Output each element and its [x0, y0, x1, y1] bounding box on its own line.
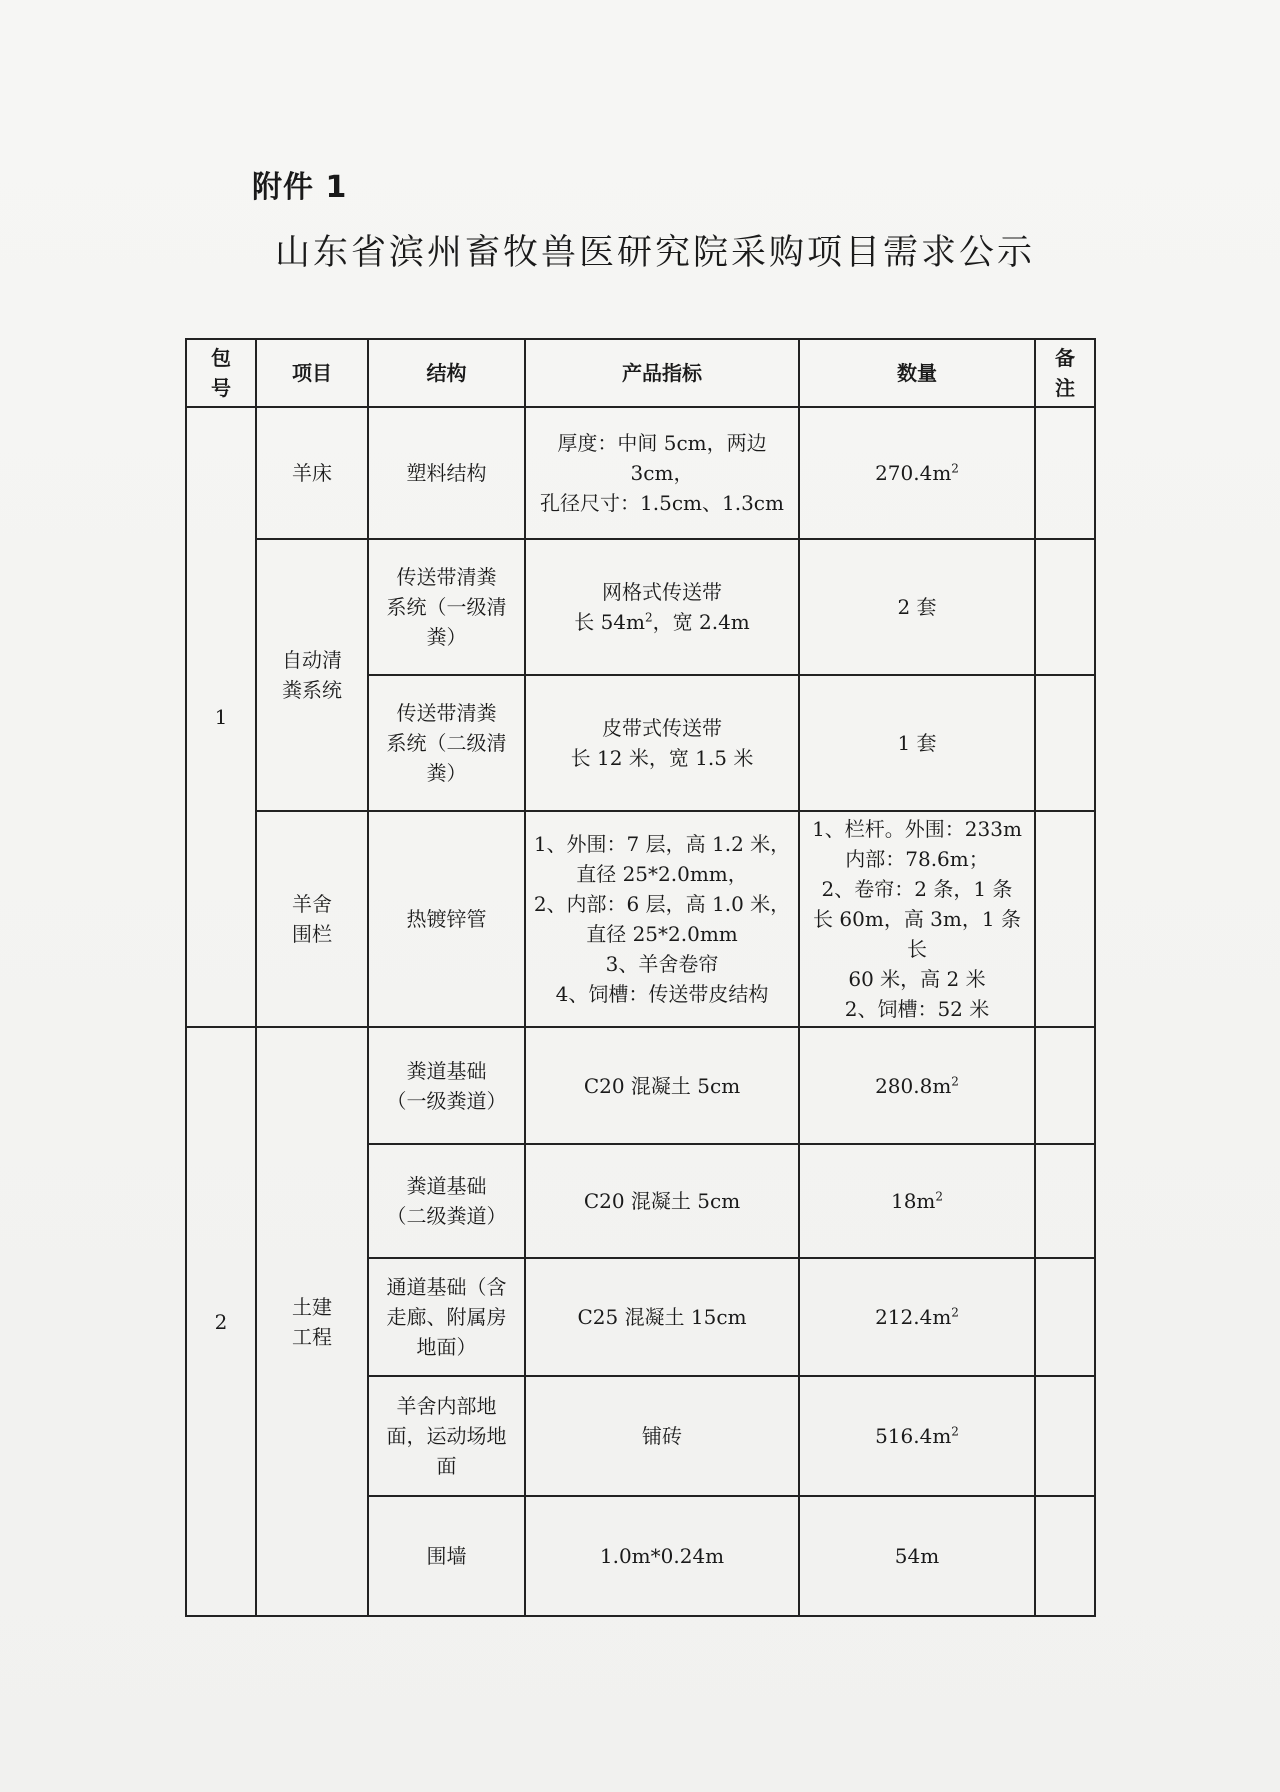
quantity-cell: 2 套 [799, 539, 1035, 675]
item-cell [256, 539, 368, 811]
structure-line: 面，运动场地 [386, 1424, 507, 1448]
header-item: 项目 [256, 339, 368, 407]
quantity-cell: 1 套 [799, 675, 1035, 811]
note-cell [1035, 1027, 1095, 1144]
structure-line: 粪） [426, 625, 467, 649]
quantity-line: 2、卷帘：2 条，1 条 [821, 877, 1013, 901]
structure-line: （二级粪道） [386, 1204, 507, 1228]
spec-line: 长 12 米，宽 1.5 米 [570, 746, 754, 770]
item-cell [256, 811, 368, 1027]
item-cell [256, 1027, 368, 1616]
note-cell [1035, 675, 1095, 811]
table-row [186, 407, 1095, 539]
quantity-value: 270.4m [875, 461, 952, 485]
quantity-value: 212.4m [875, 1305, 952, 1329]
header-note-line2: 注 [1055, 376, 1075, 400]
spec-line: 孔径尺寸：1.5cm、1.3cm [540, 491, 784, 515]
table-row [186, 1027, 1095, 1144]
header-note-line1: 备 [1055, 346, 1075, 370]
quantity-cell [799, 407, 1035, 539]
spec-line: 1、外围：7 层，高 1.2 米， [533, 832, 791, 856]
spec-line: 2、内部：6 层，高 1.0 米， [533, 892, 791, 916]
quantity-exponent: 2 [935, 1189, 944, 1204]
spec-exponent: 2 [645, 610, 653, 625]
structure-line: 传送带清粪 [396, 565, 497, 589]
spec-line: 4、饲槽：传送带皮结构 [555, 982, 769, 1006]
spec-cell: C25 混凝土 15cm [525, 1258, 799, 1376]
item-cell: 羊床 [256, 407, 368, 539]
table-row [186, 811, 1095, 1027]
structure-line: 走廊、附属房 [386, 1305, 507, 1329]
quantity-line: 60 米，高 2 米 [848, 967, 986, 991]
header-note [1035, 339, 1095, 407]
structure-cell [368, 675, 525, 811]
table-row [186, 539, 1095, 675]
structure-cell: 塑料结构 [368, 407, 525, 539]
note-cell [1035, 539, 1095, 675]
note-cell [1035, 1376, 1095, 1496]
quantity-cell [799, 1027, 1035, 1144]
attachment-label: 附件 1 [252, 170, 348, 205]
spec-cell: 铺砖 [525, 1376, 799, 1496]
item-line: 工程 [292, 1324, 332, 1349]
structure-cell: 围墙 [368, 1496, 525, 1616]
spec-line: 网格式传送带 [602, 580, 722, 604]
structure-cell [368, 1376, 525, 1496]
spec-line: 皮带式传送带 [602, 716, 722, 740]
quantity-line: 2、饲槽：52 米 [844, 997, 990, 1021]
quantity-exponent: 2 [951, 461, 959, 476]
spec-cell [525, 675, 799, 811]
structure-line: 传送带清粪 [396, 701, 497, 725]
note-cell [1035, 811, 1095, 1027]
structure-line: 面 [436, 1454, 457, 1478]
structure-cell [368, 1144, 525, 1258]
spec-line: 3、羊舍卷帘 [605, 952, 719, 976]
spec-width: ，宽 2.4m [652, 610, 750, 634]
package-number-1: 1 [186, 407, 256, 1027]
structure-line: 通道基础（含 [386, 1275, 507, 1299]
structure-line: 粪道基础 [406, 1174, 487, 1198]
note-cell [1035, 1258, 1095, 1376]
item-line: 土建 [292, 1294, 332, 1319]
item-line: 围栏 [292, 922, 332, 946]
quantity-cell [799, 1258, 1035, 1376]
structure-line: （一级粪道） [386, 1088, 507, 1113]
spec-cell [525, 539, 799, 675]
structure-line: 粪道基础 [406, 1058, 487, 1083]
header-package [186, 339, 256, 407]
quantity-cell [799, 811, 1035, 1027]
quantity-exponent: 2 [951, 1424, 959, 1439]
structure-cell: 热镀锌管 [368, 811, 525, 1027]
spec-cell: C20 混凝土 5cm [525, 1027, 799, 1144]
quantity-line: 1、栏杆。外围：233m [812, 817, 1022, 841]
procurement-table [185, 338, 1096, 1617]
header-spec: 产品指标 [525, 339, 799, 407]
structure-line: 系统（一级清 [386, 595, 507, 619]
spec-cell: C20 混凝土 5cm [525, 1144, 799, 1258]
quantity-exponent: 2 [951, 1073, 959, 1088]
quantity-value: 516.4m [875, 1424, 952, 1448]
structure-cell [368, 1258, 525, 1376]
structure-line: 地面） [416, 1335, 477, 1359]
structure-line: 粪） [426, 761, 467, 785]
item-line: 羊舍 [292, 892, 332, 916]
spec-line [530, 607, 794, 637]
quantity-cell [799, 1376, 1035, 1496]
structure-line: 羊舍内部地 [396, 1394, 497, 1418]
structure-cell [368, 1027, 525, 1144]
item-line: 自动清 [282, 648, 342, 672]
note-cell [1035, 407, 1095, 539]
quantity-cell [799, 1144, 1035, 1258]
quantity-exponent: 2 [951, 1305, 959, 1320]
header-quantity: 数量 [799, 339, 1035, 407]
note-cell [1035, 1496, 1095, 1616]
spec-length: 长 54m [574, 610, 645, 634]
package-number-2: 2 [186, 1027, 256, 1616]
page-title: 山东省滨州畜牧兽医研究院采购项目需求公示 [274, 233, 1035, 273]
item-line: 粪系统 [282, 678, 342, 702]
note-cell [1035, 1144, 1095, 1258]
quantity-value: 18m [890, 1189, 936, 1213]
spec-line: 厚度：中间 5cm，两边 3cm， [557, 431, 767, 485]
structure-cell [368, 539, 525, 675]
quantity-line: 长 60m，高 3m，1 条长 [813, 907, 1021, 961]
spec-line: 直径 25*2.0mm， [576, 862, 748, 886]
spec-cell [525, 407, 799, 539]
spec-cell: 1.0m*0.24m [525, 1496, 799, 1616]
spec-line: 直径 25*2.0mm [586, 922, 738, 946]
structure-line: 系统（二级清 [386, 731, 507, 755]
header-package-line2: 号 [211, 376, 231, 400]
header-structure: 结构 [368, 339, 525, 407]
table-header-row [186, 339, 1095, 407]
quantity-cell: 54m [799, 1496, 1035, 1616]
header-package-line1: 包 [211, 346, 231, 370]
spec-cell [525, 811, 799, 1027]
quantity-value: 280.8m [875, 1073, 952, 1098]
quantity-line: 内部：78.6m； [845, 847, 989, 871]
